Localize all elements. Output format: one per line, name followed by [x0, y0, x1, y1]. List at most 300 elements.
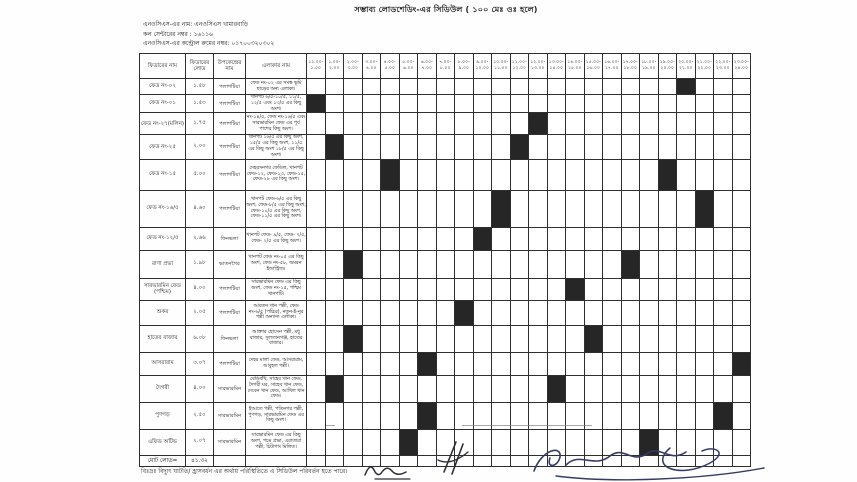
slot-cell	[418, 278, 437, 300]
substation-cell: পলাশটিয়া	[214, 95, 246, 113]
slot-cell	[584, 352, 603, 375]
signature-1	[363, 460, 415, 482]
slot-cell	[325, 190, 344, 227]
time-slot-header-16: ১৬.০০- ১৭.০০	[603, 54, 622, 79]
feeder-load-cell: ৬.০৮	[186, 325, 214, 352]
time-slot-header-22: ২২.০০- ২৩.০০	[714, 54, 733, 79]
feeder-row	[140, 402, 751, 429]
slot-cell	[307, 190, 326, 227]
feeder-name-cell: ফেড নং-১২/৫	[140, 227, 186, 250]
slot-cell	[473, 250, 492, 278]
shed-cell	[621, 250, 640, 278]
slot-cell	[547, 159, 566, 190]
slot-cell	[362, 402, 381, 429]
slot-cell	[640, 352, 659, 375]
area-cell: দেহরসনগর ফেডিল, খানপট ফেড-১২, ফেড-১৩, ফেড-১৫, ফেড-২৮ এর কিছু অংশ।	[246, 159, 307, 190]
slot-cell	[640, 375, 659, 402]
slot-cell	[399, 135, 418, 159]
substation-cell: পলাশটিয়া	[214, 135, 246, 159]
slot-cell	[695, 159, 714, 190]
slot-cell	[473, 300, 492, 325]
slot-cell	[418, 159, 437, 190]
slot-cell	[399, 190, 418, 227]
slot-cell	[436, 352, 455, 375]
slot-cell	[547, 352, 566, 375]
substation-cell: পলাশটিয়া	[214, 190, 246, 227]
slot-cell	[529, 135, 548, 159]
slot-cell	[566, 250, 585, 278]
slot-cell	[658, 190, 677, 227]
time-slot-header-14: ১৪.০০- ১৫.০০	[566, 54, 585, 79]
slot-cell	[418, 375, 437, 402]
substation-cell: পলাশটিয়া	[214, 79, 246, 95]
slot-cell	[603, 159, 622, 190]
slot-cell	[566, 325, 585, 352]
empty-cell	[214, 455, 246, 466]
slot-cell	[621, 190, 640, 227]
slot-cell	[362, 429, 381, 455]
slot-cell	[436, 278, 455, 300]
header-info-block	[143, 20, 274, 49]
slot-cell	[473, 135, 492, 159]
slot-cell	[492, 159, 511, 190]
slot-cell	[640, 250, 659, 278]
slot-cell	[566, 352, 585, 375]
slot-cell	[640, 95, 659, 113]
area-cell: ইআতে পল্লী, পতিনগর পল্লী, পুণগড়, সারভারমিন ফেড এর কিছু অংশ।	[246, 402, 307, 429]
slot-cell	[658, 113, 677, 135]
slot-cell	[621, 95, 640, 113]
slot-cell	[362, 135, 381, 159]
empty-cell	[344, 455, 363, 466]
slot-cell	[640, 79, 659, 95]
slot-cell	[547, 190, 566, 227]
slot-cell	[510, 352, 529, 375]
slot-cell	[436, 159, 455, 190]
slot-cell	[344, 402, 363, 429]
slot-cell	[695, 325, 714, 352]
substation-cell: সারভারমিন	[214, 375, 246, 402]
feeder-name-cell: দৈগরী	[140, 375, 186, 402]
slot-cell	[529, 352, 548, 375]
shed-cell	[344, 250, 363, 278]
slot-cell	[362, 227, 381, 250]
slot-cell	[621, 352, 640, 375]
slot-cell	[381, 402, 400, 429]
slot-cell	[510, 278, 529, 300]
slot-cell	[714, 375, 733, 402]
signature-3	[520, 443, 770, 482]
slot-cell	[436, 190, 455, 227]
slot-cell	[695, 95, 714, 113]
slot-cell	[714, 250, 733, 278]
slot-cell	[695, 135, 714, 159]
slot-cell	[658, 250, 677, 278]
slot-cell	[344, 135, 363, 159]
slot-cell	[344, 352, 363, 375]
area-cell: নং-১৪/৫, ফেড নং-১৬/৫ এবং সারভারমিন ফেড এর পূর্ব পাশের কিছু অংশ।	[246, 113, 307, 135]
slot-cell	[381, 113, 400, 135]
substation-cell: পলাশটিয়া	[214, 300, 246, 325]
slot-cell	[307, 325, 326, 352]
slot-cell	[436, 402, 455, 429]
substation-cell: সারভারমিন	[214, 429, 246, 455]
slot-cell	[325, 300, 344, 325]
feeder-name-cell: আসরারাম	[140, 352, 186, 375]
slot-cell	[640, 113, 659, 135]
slot-cell	[455, 159, 474, 190]
feeder-row	[140, 95, 751, 113]
pen-stroke-artifact	[462, 425, 592, 426]
slot-cell	[455, 325, 474, 352]
feeder-load-cell: ৫.০০	[186, 159, 214, 190]
slot-cell	[399, 278, 418, 300]
slot-cell	[603, 250, 622, 278]
feeder-load-cell: ৪.৬০	[186, 190, 214, 227]
document-title: সম্ভাব্য লোডশেডিং-এর সিডিউল ( ১০০ মেঃ ওঃ হলে)	[354, 5, 538, 14]
slot-cell	[418, 79, 437, 95]
slot-cell	[732, 250, 751, 278]
total-load-value: ৪১.৩২	[186, 455, 214, 466]
feeder-name-cell: হাতের বাজার	[140, 325, 186, 352]
slot-cell	[621, 79, 640, 95]
slot-cell	[344, 429, 363, 455]
feeder-row	[140, 352, 751, 375]
slot-cell	[399, 227, 418, 250]
slot-cell	[732, 402, 751, 429]
slot-cell	[640, 159, 659, 190]
slot-cell	[677, 278, 696, 300]
feeder-name-cell: এফিড অটিভ	[140, 429, 186, 455]
slot-cell	[695, 79, 714, 95]
slot-cell	[714, 135, 733, 159]
substation-cell: পলাশটিয়া	[214, 113, 246, 135]
time-slot-header-11: ১১.০০- ১২.০০	[510, 54, 529, 79]
slot-cell	[436, 79, 455, 95]
slot-cell	[547, 250, 566, 278]
substation-cell: ফিনভলা	[214, 325, 246, 352]
shed-cell	[492, 190, 511, 227]
slot-cell	[399, 300, 418, 325]
slot-cell	[492, 429, 511, 455]
slot-cell	[658, 227, 677, 250]
slot-cell	[658, 79, 677, 95]
slot-cell	[436, 135, 455, 159]
slot-cell	[714, 113, 733, 135]
slot-cell	[547, 95, 566, 113]
slot-cell	[529, 250, 548, 278]
slot-cell	[473, 325, 492, 352]
slot-cell	[399, 159, 418, 190]
slot-cell	[603, 227, 622, 250]
slot-cell	[640, 325, 659, 352]
area-cell: খানপট ফেড- ৯/৫, ফেড- ৭/৫, ফেড- ২/৫ এর কিছু অংশ।	[246, 227, 307, 250]
slot-cell	[362, 95, 381, 113]
total-label: মোট লোড=	[140, 455, 186, 466]
slot-cell	[418, 190, 437, 227]
slot-cell	[344, 190, 363, 227]
shed-cell	[714, 402, 733, 429]
slot-cell	[344, 95, 363, 113]
slot-cell	[473, 190, 492, 227]
time-slot-header-15: ১৫.০০- ১৬.০০	[584, 54, 603, 79]
slot-cell	[695, 300, 714, 325]
slot-cell	[344, 79, 363, 95]
slot-cell	[621, 135, 640, 159]
slot-cell	[455, 250, 474, 278]
slot-cell	[510, 250, 529, 278]
slot-cell	[307, 352, 326, 375]
slot-cell	[695, 278, 714, 300]
feeder-row	[140, 375, 751, 402]
empty-cell	[325, 455, 344, 466]
time-slot-header-19: ১৯.০০- ২০.০০	[658, 54, 677, 79]
feeder-name-cell: শুকর	[140, 300, 186, 325]
time-slot-header-5: ৫.০০- ৬.০০	[399, 54, 418, 79]
slot-cell	[455, 375, 474, 402]
feeder-load-cell: ১.৭৫	[186, 113, 214, 135]
slot-cell	[584, 300, 603, 325]
slot-cell	[492, 227, 511, 250]
feeder-load-cell: ১.৫৩	[186, 95, 214, 113]
slot-cell	[510, 227, 529, 250]
schedule-body	[140, 79, 751, 467]
slot-cell	[418, 95, 437, 113]
substation-cell: সারভারমিন	[214, 402, 246, 429]
feeder-name-cell: ফেড নং-১৬/৫	[140, 190, 186, 227]
area-cell: সারভারমিন ফেড এর কিছু অংশ, ফেড নং-১৫, পশ্চিম খানপটি।	[246, 278, 307, 300]
slot-cell	[455, 135, 474, 159]
shed-cell	[418, 402, 437, 429]
feeder-name-cell: ফেড নং-২৫	[140, 135, 186, 159]
slot-cell	[325, 278, 344, 300]
slot-cell	[381, 375, 400, 402]
slot-cell	[714, 300, 733, 325]
slot-cell	[381, 135, 400, 159]
slot-cell	[695, 402, 714, 429]
slot-cell	[418, 227, 437, 250]
slot-cell	[399, 250, 418, 278]
slot-cell	[381, 190, 400, 227]
slot-cell	[603, 325, 622, 352]
shed-cell	[399, 429, 418, 455]
time-slot-header-1: ১.০০- ২.০০	[325, 54, 344, 79]
area-cell: খানপট ৬/৫-১০/৫, ১১/৫, ১২/৫ এবং ১৩/৫ এর কিছু অংশ।	[246, 95, 307, 113]
slot-cell	[677, 159, 696, 190]
feeder-load-cell: ২.৫০	[186, 402, 214, 429]
feeder-load-cell: ১.৫৮	[186, 79, 214, 95]
slot-cell	[658, 375, 677, 402]
slot-cell	[436, 375, 455, 402]
slot-cell	[695, 375, 714, 402]
time-slot-header-21: ২১.০০- ২২.০০	[695, 54, 714, 79]
slot-cell	[584, 278, 603, 300]
slot-cell	[418, 113, 437, 135]
slot-cell	[584, 113, 603, 135]
slot-cell	[307, 402, 326, 429]
slot-cell	[566, 95, 585, 113]
shed-cell	[732, 352, 751, 375]
time-slot-header-12: ১২.০০- ১৩.০০	[529, 54, 548, 79]
slot-cell	[362, 79, 381, 95]
slot-cell	[658, 135, 677, 159]
slot-cell	[510, 325, 529, 352]
feeder-name-cell: সারভারমিন ফেড (পশ্চিম)	[140, 278, 186, 300]
slot-cell	[714, 352, 733, 375]
shed-cell	[695, 190, 714, 227]
empty-cell	[307, 455, 326, 466]
slot-cell	[436, 300, 455, 325]
slot-cell	[529, 95, 548, 113]
slot-cell	[307, 429, 326, 455]
slot-cell	[677, 300, 696, 325]
slot-cell	[436, 113, 455, 135]
slot-cell	[529, 325, 548, 352]
shed-cell	[510, 135, 529, 159]
slot-cell	[307, 250, 326, 278]
slot-cell	[492, 95, 511, 113]
column-header-0: ফিডারের নাম	[140, 54, 186, 79]
slot-cell	[640, 227, 659, 250]
slot-cell	[492, 278, 511, 300]
slot-cell	[473, 352, 492, 375]
slot-cell	[566, 375, 585, 402]
slot-cell	[381, 300, 400, 325]
slot-cell	[603, 402, 622, 429]
feeder-load-cell: ৪.০০	[186, 375, 214, 402]
slot-cell	[732, 190, 751, 227]
slot-cell	[436, 325, 455, 352]
slot-cell	[510, 113, 529, 135]
shed-cell	[584, 325, 603, 352]
slot-cell	[658, 352, 677, 375]
slot-cell	[566, 227, 585, 250]
shed-cell	[473, 227, 492, 250]
slot-cell	[584, 135, 603, 159]
slot-cell	[307, 79, 326, 95]
slot-cell	[381, 79, 400, 95]
slot-cell	[325, 250, 344, 278]
slot-cell	[584, 159, 603, 190]
slot-cell	[362, 375, 381, 402]
control-room-number-line: এনওসিএস-এর কন্ট্রোল রুমের নম্বর: ০১৭০০৩২০৩০২	[143, 40, 275, 47]
feeder-name-cell: ফেড নং-১৫	[140, 159, 186, 190]
slot-cell	[473, 113, 492, 135]
slot-cell	[732, 95, 751, 113]
slot-cell	[677, 250, 696, 278]
area-cell: বেড়িবাঁধ, সাহেব খান ফেড, দৈগরী ঘর, সাহেব খান ফেড, দেবেন খান ফেড, আখিল খান ফেড।	[246, 375, 307, 402]
slot-cell	[399, 95, 418, 113]
slot-cell	[658, 325, 677, 352]
slot-cell	[640, 190, 659, 227]
slot-cell	[418, 250, 437, 278]
slot-cell	[603, 79, 622, 95]
feeder-load-cell: ২.৬৬	[186, 227, 214, 250]
slot-cell	[732, 300, 751, 325]
slot-cell	[658, 300, 677, 325]
slot-cell	[510, 190, 529, 227]
feeder-row	[140, 79, 751, 95]
slot-cell	[677, 325, 696, 352]
slot-cell	[307, 113, 326, 135]
slot-cell	[344, 278, 363, 300]
slot-cell	[658, 402, 677, 429]
shed-cell	[529, 113, 548, 135]
slot-cell	[621, 278, 640, 300]
time-slot-header-2: ২.০০- ৩.০০	[344, 54, 363, 79]
shed-cell	[418, 352, 437, 375]
slot-cell	[492, 375, 511, 402]
slot-cell	[492, 352, 511, 375]
shed-cell	[455, 300, 474, 325]
call-center-number-line: কল সেন্টারের নম্বর : ১৬১১৬	[143, 30, 214, 38]
slot-cell	[566, 300, 585, 325]
slot-cell	[362, 190, 381, 227]
slot-cell	[492, 113, 511, 135]
slot-cell	[603, 352, 622, 375]
slot-cell	[307, 300, 326, 325]
slot-cell	[325, 79, 344, 95]
slot-cell	[510, 300, 529, 325]
slot-cell	[732, 227, 751, 250]
feeder-row	[140, 278, 751, 300]
slot-cell	[399, 375, 418, 402]
slot-cell	[529, 227, 548, 250]
feeder-load-cell: ২.০৭	[186, 429, 214, 455]
slot-cell	[603, 113, 622, 135]
slot-cell	[362, 278, 381, 300]
slot-cell	[362, 159, 381, 190]
slot-cell	[566, 113, 585, 135]
column-header-1: ফিডারের লোড	[186, 54, 214, 79]
feeder-load-cell: ১.৯৮	[186, 250, 214, 278]
slot-cell	[325, 352, 344, 375]
feeder-row	[140, 135, 751, 159]
slot-cell	[325, 227, 344, 250]
slot-cell	[381, 278, 400, 300]
slot-cell	[418, 300, 437, 325]
schedule-table	[139, 53, 751, 467]
area-cell: আরতন খান পল্লী, ফেড নং-৬/৫ (পচ্চির), নতুন-ই-নুর পল্লী অন্যান্য এলাকা।	[246, 300, 307, 325]
area-cell: আক্তার হোসেন পল্লী, মধু বাজার, সুলতানগঞ্জ, হাতের বাজার।	[246, 325, 307, 352]
substation-cell: ফিনভলা	[214, 227, 246, 250]
column-header-3: এলাকার নাম	[246, 54, 307, 79]
slot-cell	[344, 113, 363, 135]
slot-cell	[418, 325, 437, 352]
feeder-row	[140, 300, 751, 325]
slot-cell	[510, 95, 529, 113]
slot-cell	[603, 375, 622, 402]
time-slot-header-20: ২০.০০- ২১.০০	[677, 54, 696, 79]
time-slot-header-18: ১৮.০০- ১৯.০০	[640, 54, 659, 79]
shed-cell	[547, 375, 566, 402]
slot-cell	[547, 79, 566, 95]
slot-cell	[603, 95, 622, 113]
slot-cell	[732, 113, 751, 135]
slot-cell	[658, 95, 677, 113]
shed-cell	[381, 159, 400, 190]
slot-cell	[547, 113, 566, 135]
feeder-load-cell: ২.০০	[186, 135, 214, 159]
slot-cell	[640, 402, 659, 429]
slot-cell	[695, 113, 714, 135]
feeder-row	[140, 113, 751, 135]
schedule-head	[140, 54, 751, 79]
time-slot-header-7: ৭.০০- ৮.০০	[436, 54, 455, 79]
area-cell: খানপট ফেড নং-০৫ এর কিছু অংশ, ফেড নং-৫৮, অমরন ইন্ডাস্ট্রিজ।	[246, 250, 307, 278]
slot-cell	[547, 300, 566, 325]
signature-2	[430, 436, 478, 478]
